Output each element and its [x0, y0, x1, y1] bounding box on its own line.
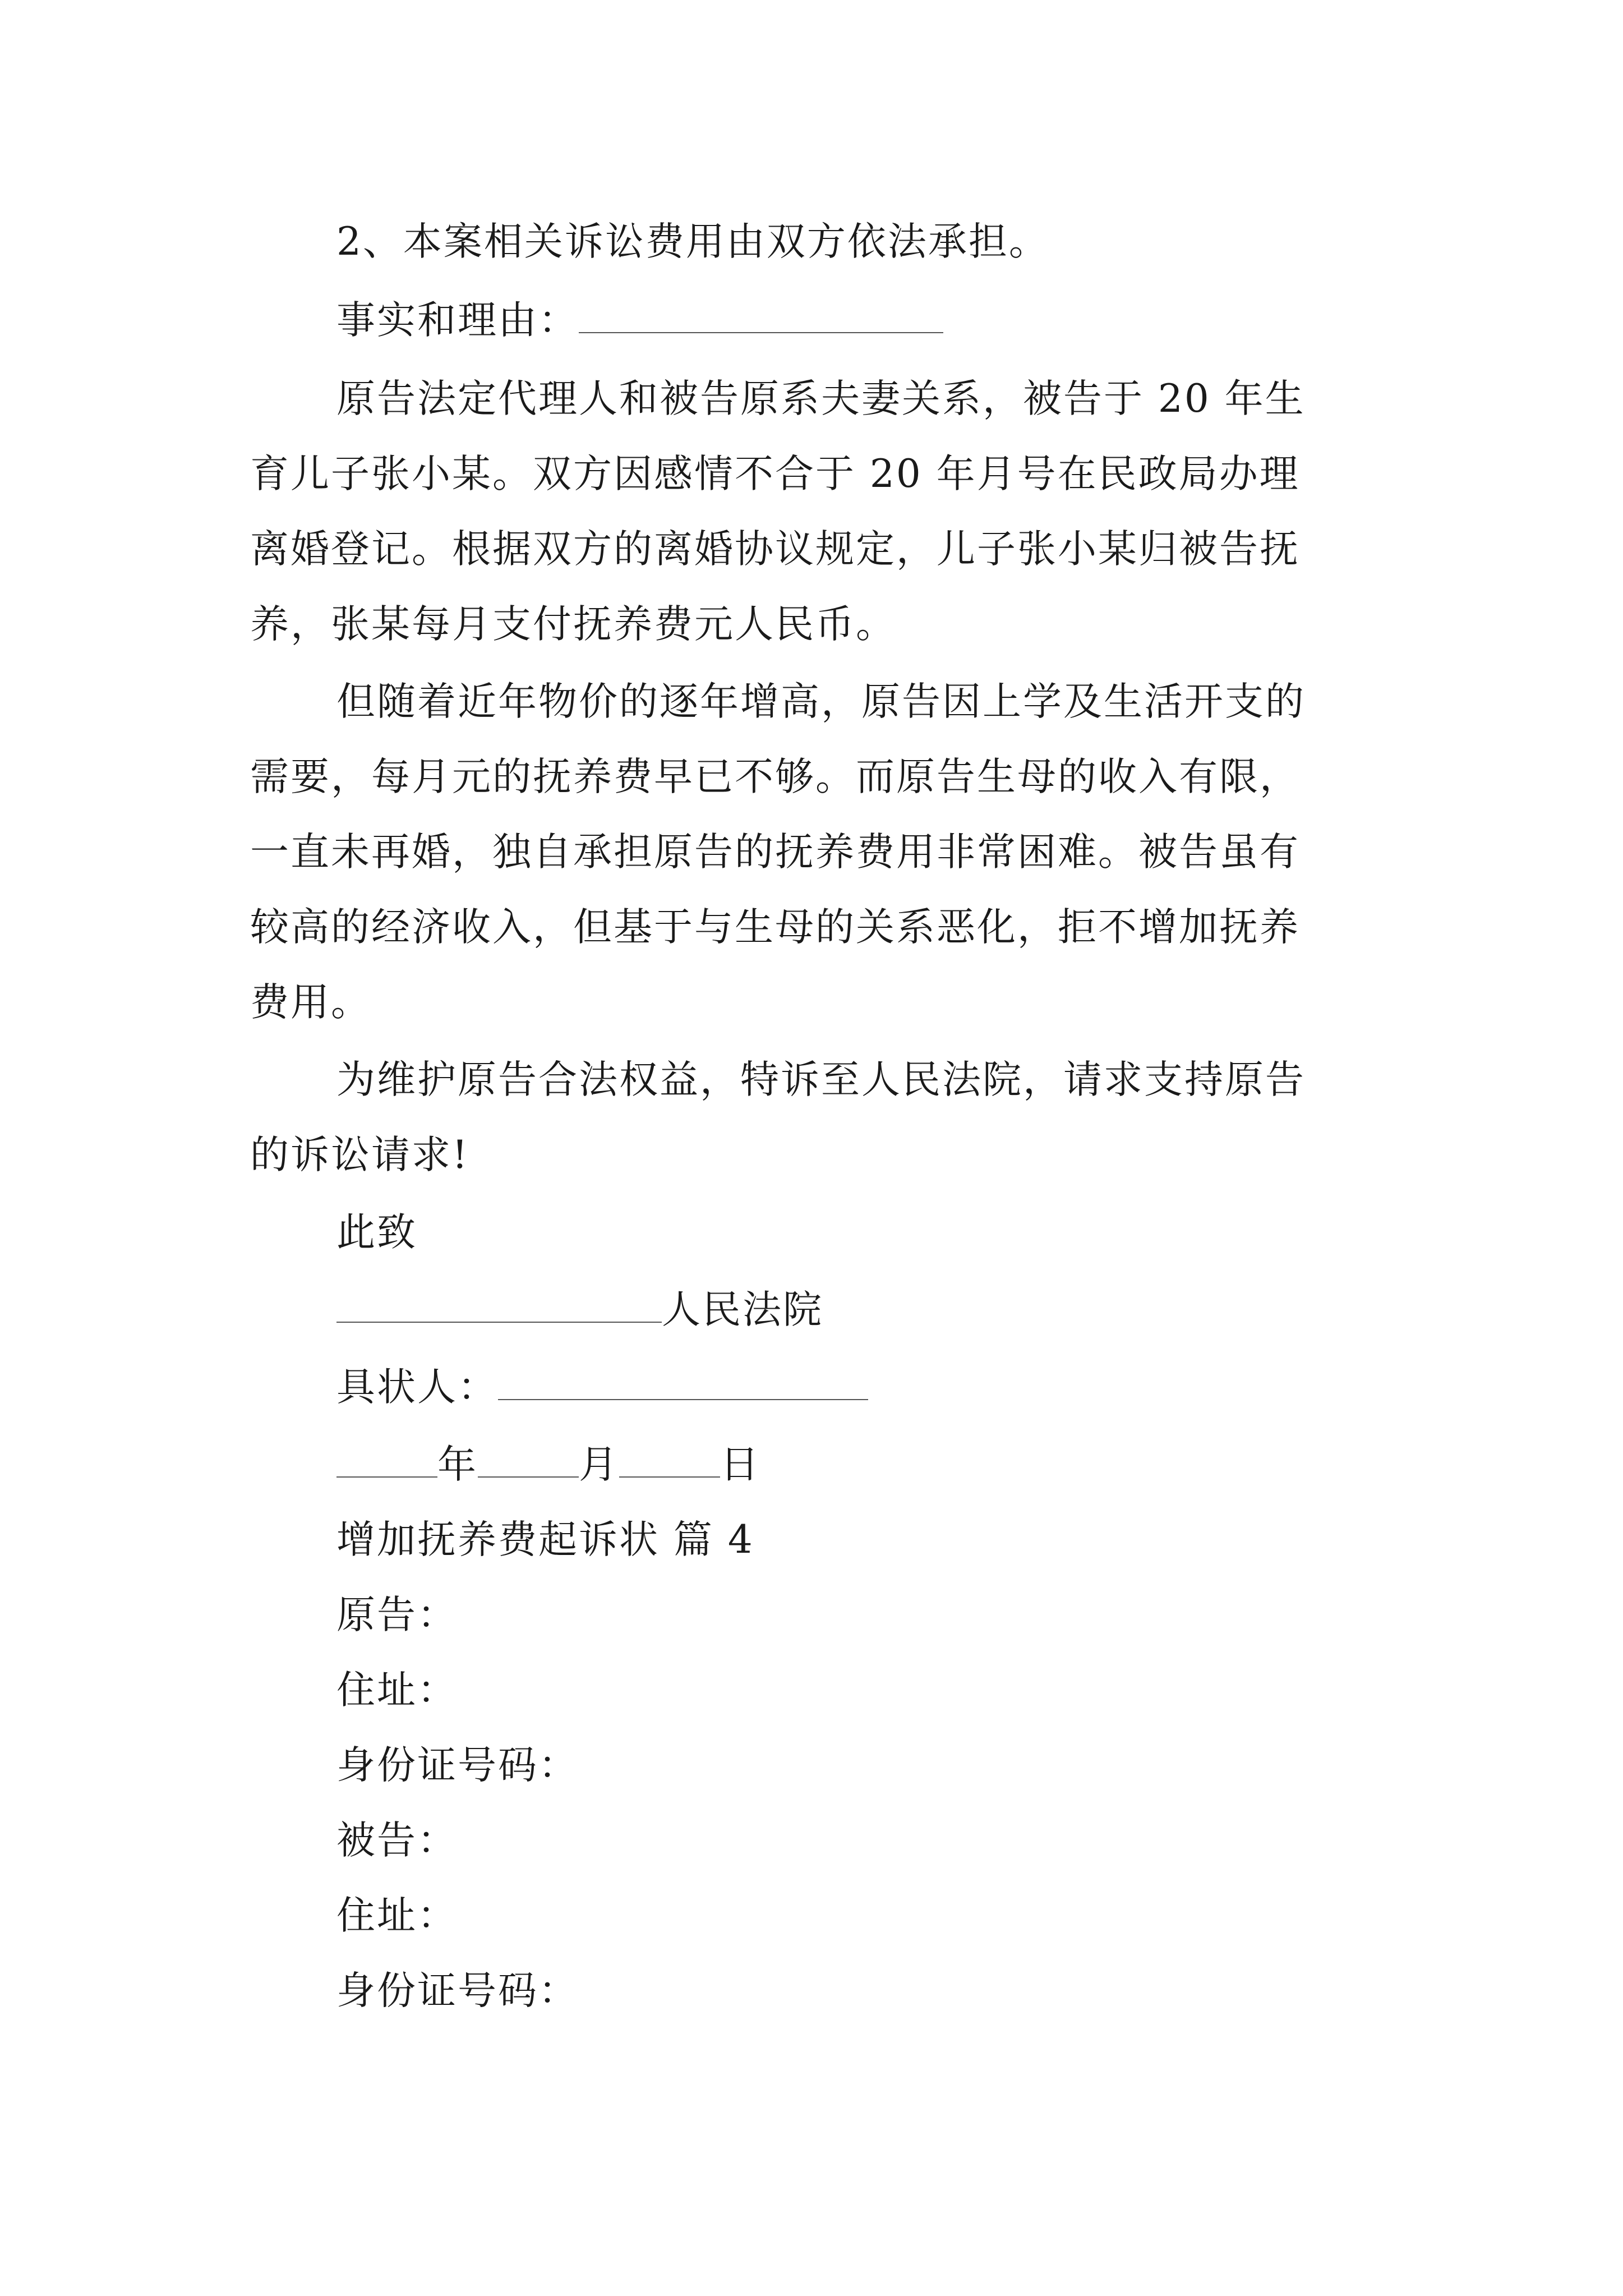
paragraph-2-line-2: 需要，每月元的抚养费早已不够。而原告生母的收入有限， — [250, 754, 1300, 799]
date-day: 日 — [720, 1442, 760, 1487]
court-blank — [336, 1288, 662, 1323]
defendant-address-label: 住址： — [336, 1893, 458, 1938]
paragraph-1-line-2: 育儿子张小某。双方因感情不合于 20 年月号在民政局办理 — [250, 452, 1300, 496]
defendant-label: 被告： — [336, 1818, 458, 1863]
year-blank — [336, 1443, 437, 1478]
facts-label: 事实和理由： — [336, 298, 579, 343]
paragraph-3-line-2: 的诉讼请求! — [250, 1133, 469, 1177]
paragraph-3-line-1: 为维护原告合法权益，特诉至人民法院，请求支持原告 — [336, 1057, 1306, 1102]
section-title: 增加抚养费起诉状 篇 4 — [336, 1517, 754, 1562]
court-line — [336, 1285, 823, 1335]
request-item-2: 2、本案相关诉讼费用由双方依法承担。 — [336, 219, 1049, 264]
facts-heading — [336, 295, 943, 346]
paragraph-1-line-4: 养，张某每月支付抚养费元人民币。 — [250, 602, 896, 647]
date-year: 年 — [437, 1442, 478, 1487]
paragraph-2-line-5: 费用。 — [250, 980, 371, 1025]
day-blank — [619, 1443, 720, 1478]
signer-line — [336, 1362, 868, 1412]
plaintiff-id-label: 身份证号码： — [336, 1743, 579, 1788]
signer-label: 具状人： — [336, 1365, 498, 1410]
facts-blank — [579, 298, 943, 333]
defendant-id-label: 身份证号码： — [336, 1968, 579, 2013]
salutation: 此致 — [336, 1210, 417, 1255]
date-month: 月 — [579, 1442, 619, 1487]
date-line — [336, 1439, 760, 1490]
paragraph-1-line-3: 离婚登记。根据双方的离婚协议规定，儿子张小某归被告抚 — [250, 527, 1300, 572]
court-suffix: 人民法院 — [662, 1287, 823, 1332]
plaintiff-label: 原告： — [336, 1593, 458, 1637]
signer-blank — [498, 1365, 868, 1400]
paragraph-2-line-4: 较高的经济收入，但基于与生母的关系恶化，拒不增加抚养 — [250, 905, 1300, 950]
plaintiff-address-label: 住址： — [336, 1668, 458, 1713]
paragraph-2-line-1: 但随着近年物价的逐年增高，原告因上学及生活开支的 — [336, 679, 1306, 724]
paragraph-2-line-3: 一直未再婚，独自承担原告的抚养费用非常困难。被告虽有 — [250, 830, 1300, 875]
month-blank — [478, 1443, 579, 1478]
paragraph-1-line-1: 原告法定代理人和被告原系夫妻关系，被告于 20 年生 — [336, 376, 1306, 421]
